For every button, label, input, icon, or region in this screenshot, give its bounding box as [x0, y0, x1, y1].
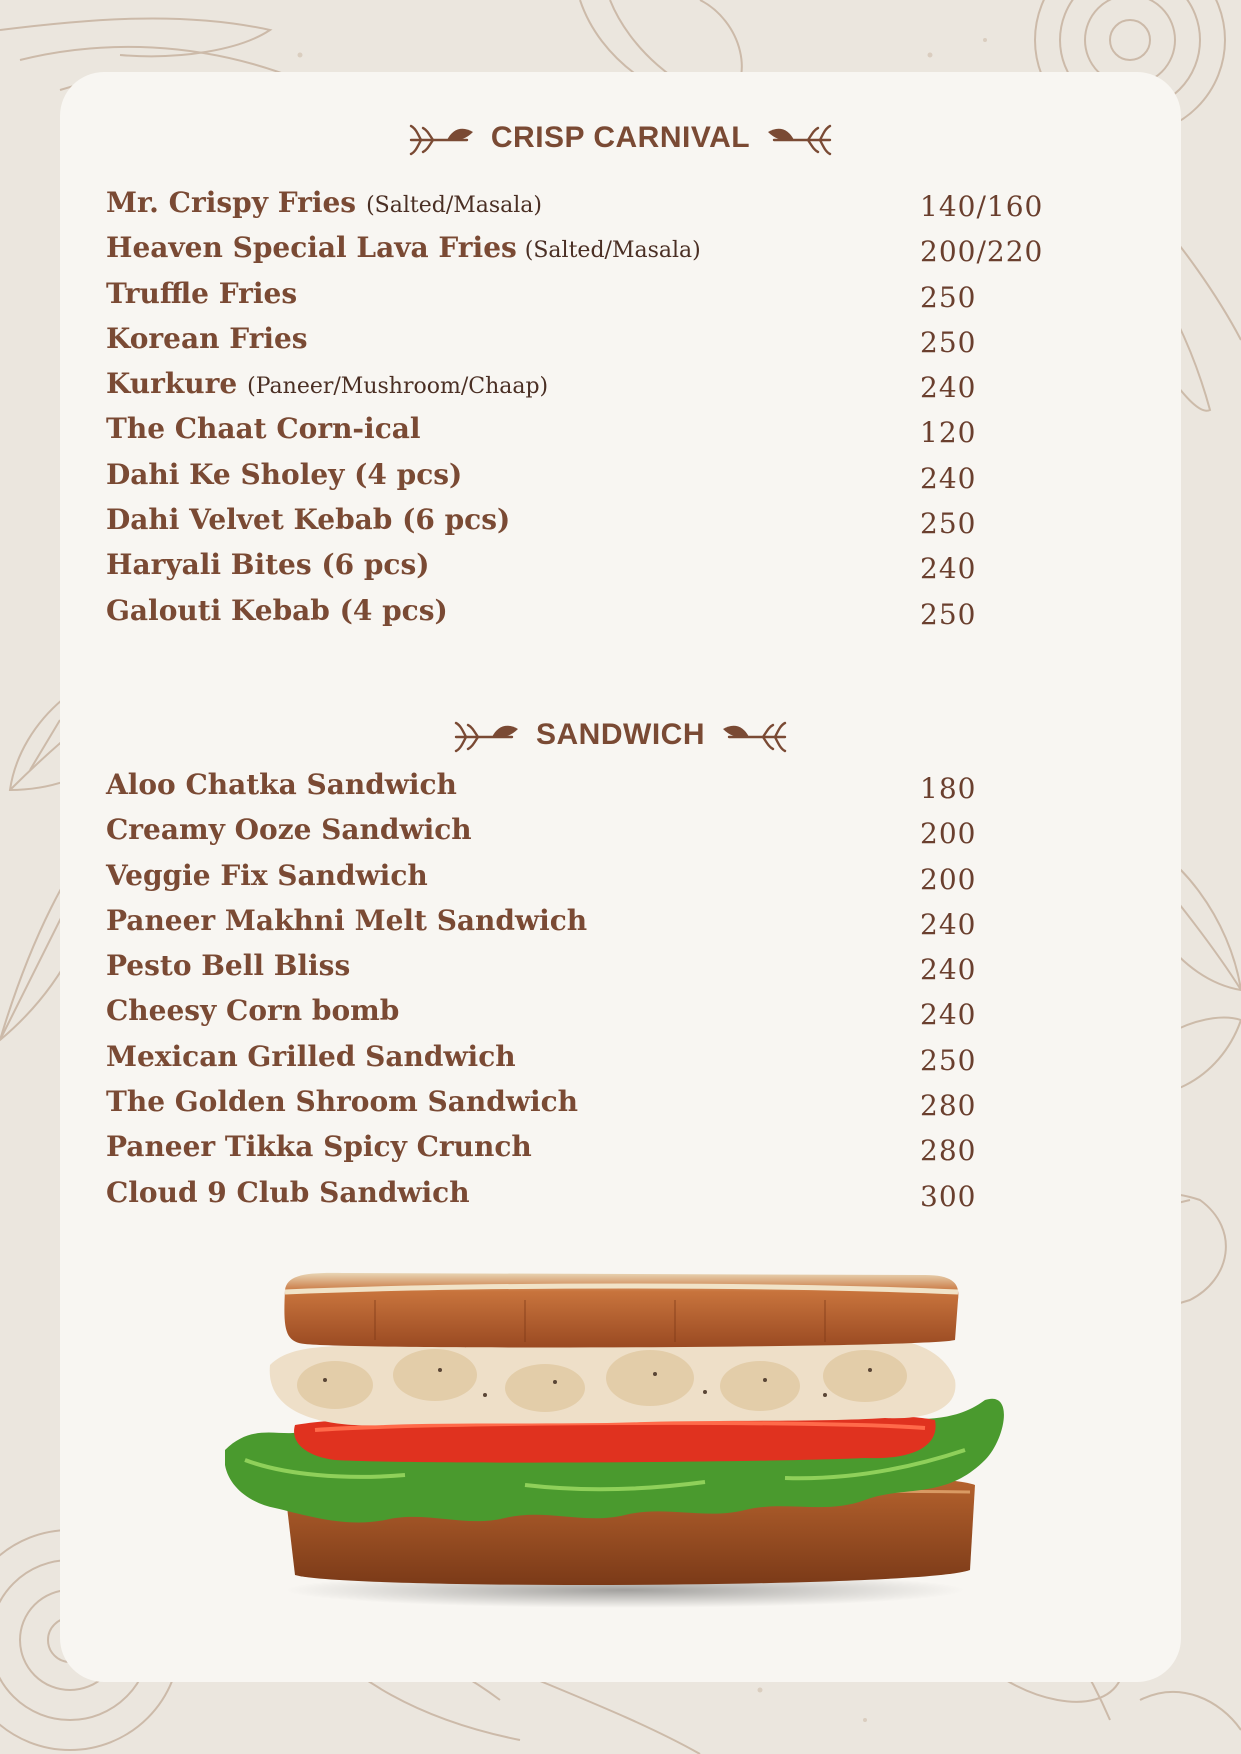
list-item [106, 594, 1066, 639]
item-name: Dahi Ke Sholey (4 pcs) [106, 457, 463, 491]
item-price: 240 [920, 371, 977, 405]
sandwich-photo [225, 1270, 1015, 1610]
item-name: The Chaat Corn-ical [106, 412, 421, 446]
item-price: 280 [920, 1089, 977, 1123]
item-note: (Salted/Masala) [524, 238, 701, 264]
item-note: (Salted/Masala) [366, 193, 543, 218]
list-item [106, 904, 1066, 949]
list-item [106, 186, 1066, 231]
item-price: 240 [920, 907, 977, 941]
crisp-carnival-list [106, 186, 1066, 639]
sandwich-list [106, 768, 1066, 1221]
item-name: Mexican Grilled Sandwich [106, 1039, 516, 1073]
list-item [106, 503, 1066, 548]
list-item [106, 367, 1066, 412]
list-item [106, 813, 1066, 858]
list-item [106, 1085, 1066, 1130]
item-name: Pesto Bell Bliss [106, 949, 351, 983]
list-item [106, 859, 1066, 904]
item-name: Kurkure (Paneer/Mushroom/Chaap) [106, 367, 549, 401]
list-item [106, 768, 1066, 813]
item-price: 250 [920, 597, 977, 631]
section-title-sandwich [60, 715, 1181, 755]
section-title-crisp-carnival [60, 118, 1181, 158]
item-price: 200/220 [920, 235, 1044, 269]
section-title-text: CRISP CARNIVAL [490, 121, 751, 154]
item-name: The Golden Shroom Sandwich [106, 1085, 578, 1119]
item-name: Truffle Fries [106, 276, 298, 310]
leaf-ornament-right-icon [719, 715, 789, 755]
leaf-ornament-right-icon [764, 118, 834, 158]
item-name: Dahi Velvet Kebab (6 pcs) [106, 503, 511, 537]
item-price: 280 [920, 1134, 977, 1168]
item-name: Paneer Tikka Spicy Crunch [106, 1130, 532, 1164]
list-item [106, 994, 1066, 1039]
item-price: 240 [920, 953, 977, 987]
item-name: Korean Fries [106, 321, 308, 355]
item-name: Galouti Kebab (4 pcs) [106, 593, 448, 627]
leaf-ornament-left-icon [452, 715, 522, 755]
item-name: Mr. Crispy Fries (Salted/Masala) [106, 186, 543, 219]
item-price: 250 [920, 325, 977, 359]
item-price: 200 [920, 817, 977, 851]
item-price: 240 [920, 552, 977, 586]
list-item [106, 231, 1066, 276]
item-name: Cheesy Corn bomb [106, 994, 400, 1028]
list-item [106, 1040, 1066, 1085]
item-name: Veggie Fix Sandwich [106, 858, 428, 892]
item-price: 240 [920, 461, 977, 495]
item-price: 200 [920, 862, 977, 896]
item-name: Paneer Makhni Melt Sandwich [106, 903, 588, 937]
section-title-text: SANDWICH [536, 718, 705, 751]
item-price: 120 [920, 416, 977, 450]
item-price: 300 [920, 1179, 977, 1213]
leaf-ornament-left-icon [407, 118, 477, 158]
list-item [106, 548, 1066, 593]
item-name: Creamy Ooze Sandwich [106, 813, 472, 847]
list-item [106, 1130, 1066, 1175]
item-price: 140/160 [920, 190, 1044, 223]
item-name: Aloo Chatka Sandwich [106, 768, 457, 801]
item-price: 250 [920, 1043, 977, 1077]
item-price: 250 [920, 507, 977, 541]
item-name: Heaven Special Lava Fries (Salted/Masala) [106, 231, 701, 265]
list-item [106, 277, 1066, 322]
list-item [106, 1176, 1066, 1221]
list-item [106, 412, 1066, 457]
item-price: 250 [920, 280, 977, 314]
list-item [106, 949, 1066, 994]
list-item [106, 458, 1066, 503]
item-price: 180 [920, 772, 977, 805]
item-note: (Paneer/Mushroom/Chaap) [247, 374, 549, 400]
item-name: Haryali Bites (6 pcs) [106, 548, 430, 582]
list-item [106, 322, 1066, 367]
item-name: Cloud 9 Club Sandwich [106, 1175, 470, 1209]
item-price: 240 [920, 998, 977, 1032]
